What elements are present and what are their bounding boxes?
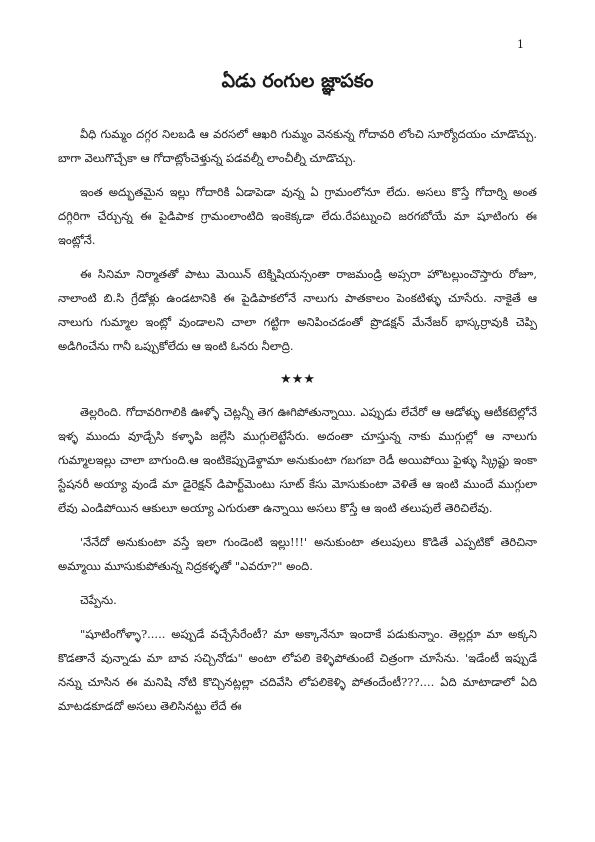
section-divider: ★★★ — [280, 372, 315, 387]
paragraph: ఇంత అద్భుతమైన ఇల్లు గోదారికి ఏడాపెడా వున్న ఏ గ్రామంలోనూ లేదు. అసలు కొస్తే గోదార్ని అంత దగ్గిరిగా చేర్చున్న ఈ పైడిపాక గ్రామంలాంటిది ఇంకెక్కడా లేదు.రేపట్నుంచి జరగబోయే మా షూటింగు ఈ ఇంట్లోనే. — [58, 185, 537, 247]
document-body — [58, 122, 537, 728]
paragraph: తెల్లరింది. గోదావరిగాలికి ఊళ్ళో చెట్లన్నీ తెగ ఊగిపోతున్నాయి. ఎప్పుడు లేచేరో ఆ ఆడోళ్ళు ఆటీకటెల్లోనే ఇళ్ళ ముందు వూడ్చేసి కళ్ళాపి జల్లేసి ముగ్గులెట్టేసేరు. అదంతా చూస్తున్న నాకు ముగ్గుల్లో ఆ నాలుగు గుమ్మాలఇల్లు చాలా బాగుంది.ఆ ఇంటికెప్పుడెళ్దామా అనుకుంటా గబగబా రెడీ అయిపోయి ఫైళ్ళు స్క్రిప్టు ఇంకా స్టేషనరీ అయ్యా వుండే మా డైరెక్షన్ డిపార్ట్‌మెంటు సూట్ కేసు మోసుకుంటా వెళితే ఆ ఇంటి ముందే ముగ్గులా లేవు ఎండిపోయిన ఆకులూ అయ్యా ఎగురుతా ఉన్నాయి అసలు కొస్తే ఆ ఇంటి తలుపులే తెరిచిలేవు. — [58, 405, 537, 515]
paragraph: ఈ సినిమా నిర్మాతతో పాటు మెయిన్ టెక్నిషియన్సంతా రాజమండ్రి అప్సరా హొటల్లుంచొస్తారు రోజూ, నాలాంటి బి.సి గ్రేడోళ్లు ఉండటానికి ఈ పైడిపాకలోనే నాలుగు పాతకాలం పెంకటిళ్ళు చూసేరు. నాకైతే ఆ నాలుగు గుమ్మాల ఇంట్లో వుండాలని చాలా గట్టిగా అనిపించడంతో ప్రొడక్షన్ మేనేజర్ భాస్కర్రావుకి చెప్పి అడిగించేను గానీ ఒప్పుకోలేదు ఆ ఇంటి ఓనరు నీలాద్రి. — [58, 267, 537, 353]
page-number: 1 — [517, 38, 524, 51]
paragraph: "షూటింగోళ్ళా?..... అప్పుడే వచ్చేసేరేంటీ? మా అక్కానేనూ ఇందాకే పడుకున్నాం. తెల్లర్లూ మా అక్కని కొడతానే వున్నాడు మా బావ సచ్చినోడు" అంటా లోపలి కెళ్ళిపోతుంటే చిత్రంగా చూసేను. 'ఇడేంటీ ఇప్పుడే నన్ను చూసిన ఈ మనిషి నోటి కొచ్చినట్లల్లా చదివేసి లోపలికెళ్ళి పోతందేంటీ???.... ఏది మాటాడాలో ఏది మాటడకూడదో అసలు తెలిసినట్టు లేదే ఈ — [58, 627, 537, 713]
paragraph: చెప్పేను. — [80, 593, 117, 607]
paragraph: వీధి గుమ్మం దగ్గర నిలబడి ఆ వరసలో ఆఖరి గుమ్మం వెనకున్న గోదావరి లోంచి సూర్యోదయం చూడొచ్చు. బాగా వెలుగొచ్చేకా ఆ గోదాట్లోంచెళ్తున్న పడవల్నీ లాంచీల్నీ చూడొచ్చు. — [58, 127, 537, 165]
paragraph: 'నేనేదో అనుకుంటా వస్తే ఇలా గుండెంటి ఇల్లు!!!' అనుకుంటా తలుపులు కొడితే ఎప్పటికో తెరిచినా అమ్మాయి మూసుకుపోతున్న నిద్రకళ్ళతో "ఎవరూ?" అంది. — [58, 535, 537, 573]
page-title: ఏడు రంగుల జ్ఞాపకం — [221, 70, 374, 92]
